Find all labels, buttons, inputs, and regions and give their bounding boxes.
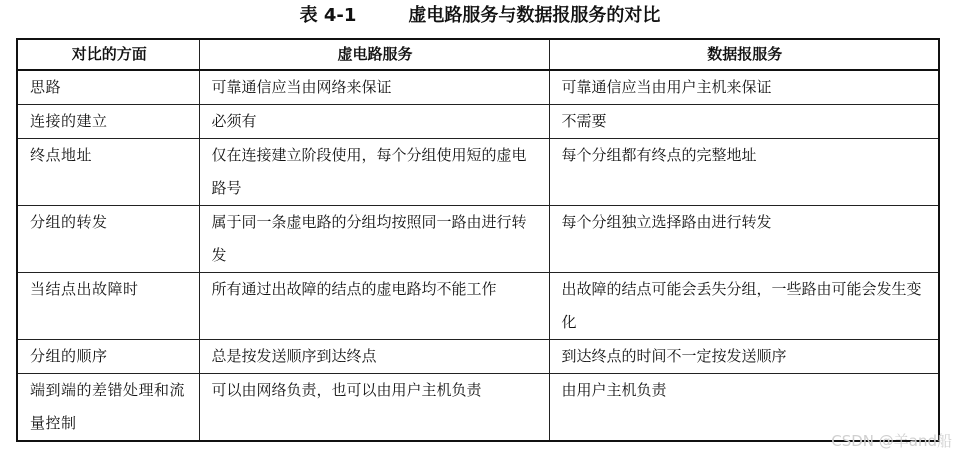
datagram-cell: 可靠通信应当由用户主机来保证 (549, 70, 939, 105)
table-number: 表 4-1 (299, 5, 357, 26)
datagram-cell: 由用户主机负责 (549, 374, 939, 442)
header-aspect: 对比的方面 (17, 39, 199, 70)
table-row (17, 105, 939, 139)
datagram-cell: 到达终点的时间不一定按发送顺序 (549, 340, 939, 374)
virtual-circuit-cell: 必须有 (199, 105, 549, 139)
table-row (17, 340, 939, 374)
row-aspect-cell: 连接的建立 (17, 105, 199, 139)
datagram-cell: 每个分组独立选择路由进行转发 (549, 206, 939, 273)
virtual-circuit-cell: 可以由网络负责，也可以由用户主机负责 (199, 374, 549, 442)
table-title: 虚电路服务与数据报服务的对比 (408, 5, 661, 26)
header-row (17, 39, 939, 70)
datagram-cell: 出故障的结点可能会丢失分组，一些路由可能会发生变化 (549, 273, 939, 340)
table-row (17, 70, 939, 105)
datagram-cell: 每个分组都有终点的完整地址 (549, 139, 939, 206)
comparison-table (16, 38, 940, 442)
header-virtual-circuit: 虚电路服务 (199, 39, 549, 70)
virtual-circuit-cell: 属于同一条虚电路的分组均按照同一路由进行转发 (199, 206, 549, 273)
virtual-circuit-cell: 可靠通信应当由网络来保证 (199, 70, 549, 105)
row-aspect-cell: 端到端的差错处理和流量控制 (17, 374, 199, 442)
row-aspect-cell: 当结点出故障时 (17, 273, 199, 340)
row-aspect-cell: 终点地址 (17, 139, 199, 206)
row-aspect-cell: 思路 (17, 70, 199, 105)
table-row (17, 273, 939, 340)
watermark: CSDN @羊and船 (831, 432, 952, 450)
virtual-circuit-cell: 所有通过出故障的结点的虚电路均不能工作 (199, 273, 549, 340)
row-aspect-cell: 分组的转发 (17, 206, 199, 273)
header-datagram: 数据报服务 (549, 39, 939, 70)
virtual-circuit-cell: 仅在连接建立阶段使用，每个分组使用短的虚电路号 (199, 139, 549, 206)
datagram-cell: 不需要 (549, 105, 939, 139)
table-row (17, 206, 939, 273)
table-caption (0, 2, 960, 30)
virtual-circuit-cell: 总是按发送顺序到达终点 (199, 340, 549, 374)
table-row (17, 139, 939, 206)
table-row (17, 374, 939, 442)
row-aspect-cell: 分组的顺序 (17, 340, 199, 374)
